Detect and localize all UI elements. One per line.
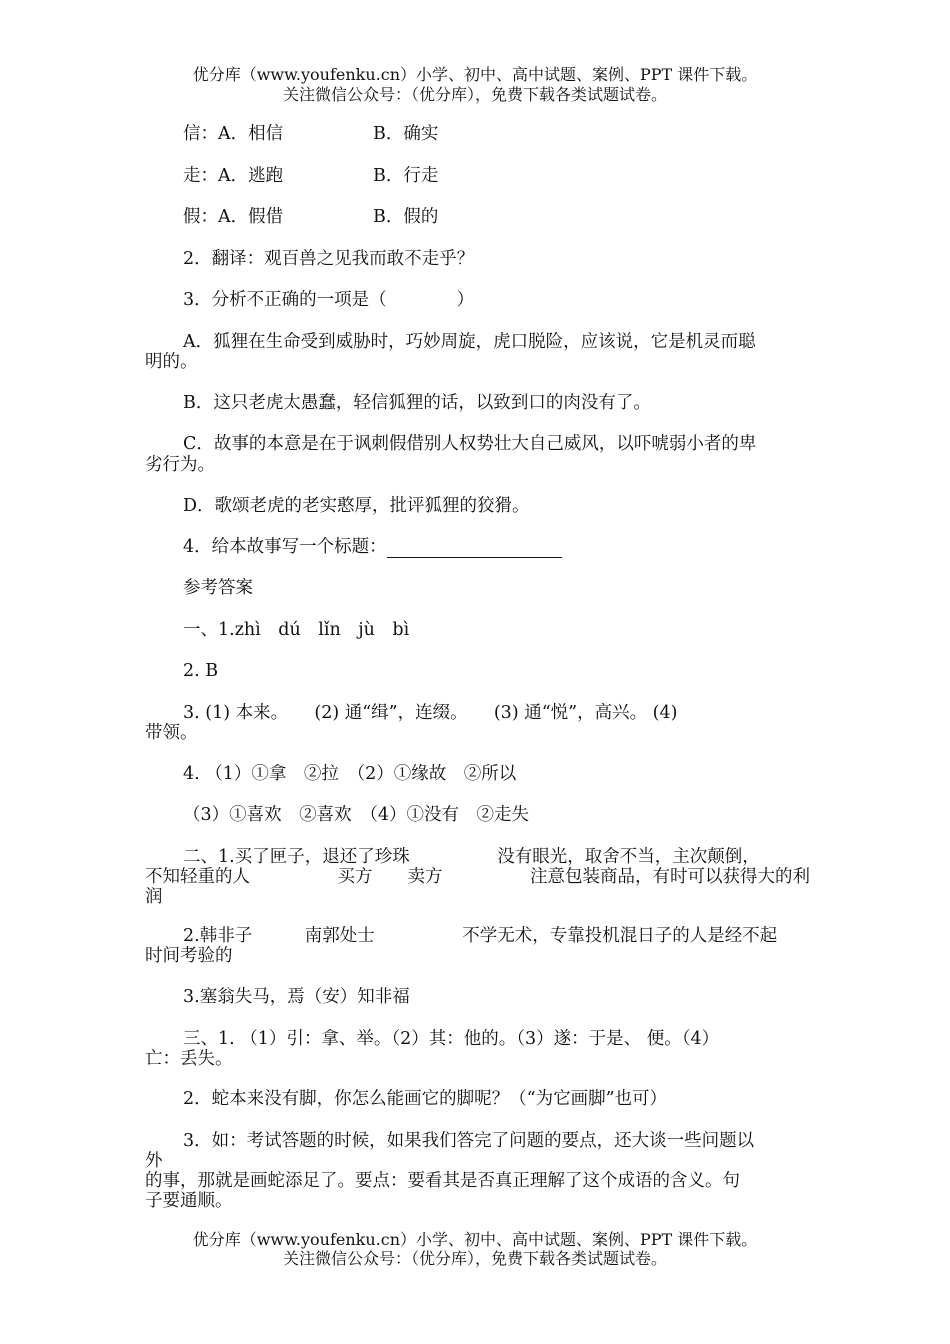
option-d: D．歌颂老虎的老实憨厚，批评狐狸的狡猾。 bbox=[183, 496, 530, 516]
answer-3-3-line-4: 子要通顺。 bbox=[145, 1191, 233, 1211]
answer-1-4-line-1: 4. （1）①拿 ②拉 （2）①缘故 ②所以 bbox=[183, 764, 517, 784]
answer-2-1-line-1: 二、1.买了匣子，退还了珍珠 没有眼光，取舍不当，主次颠倒， bbox=[183, 847, 760, 867]
answers-title: 参考答案 bbox=[183, 578, 253, 598]
answer-3-2: 2．蛇本来没有脚，你怎么能画它的脚呢？（“为它画脚”也可） bbox=[183, 1089, 668, 1109]
option-b: B．这只老虎太愚蠢，轻信狐狸的话，以致到口的肉没有了。 bbox=[183, 393, 651, 413]
option-c-line-2: 劣行为。 bbox=[145, 455, 215, 475]
option-a-line-2: 明的。 bbox=[145, 352, 198, 372]
answer-3-3-line-2: 外 bbox=[145, 1151, 163, 1171]
vocab-jia-a: 假：A．假借 bbox=[183, 207, 284, 227]
answer-1-4-line-2: （3）①喜欢 ②喜欢 （4）①没有 ②走失 bbox=[183, 805, 530, 825]
answer-2-3: 3.塞翁失马，焉（安）知非福 bbox=[183, 987, 410, 1007]
question-2: 2．翻译：观百兽之见我而敢不走乎？ bbox=[183, 249, 475, 269]
answer-2-1-line-2: 不知轻重的人 买方 卖方 注意包装商品，有时可以获得大的利 bbox=[145, 867, 810, 887]
header-line-2: 关注微信公众号：（优分库），免费下载各类试题试卷。 bbox=[282, 85, 667, 104]
vocab-jia-b: B．假的 bbox=[373, 207, 439, 227]
answer-2-2-line-2: 时间考验的 bbox=[145, 946, 233, 966]
answer-3-3-line-1: 3．如：考试答题的时候，如果我们答完了问题的要点，还大谈一些问题以 bbox=[183, 1131, 755, 1151]
question-4 bbox=[183, 537, 562, 558]
title-answer-blank[interactable] bbox=[387, 539, 562, 558]
answer-3-1-line-1: 三、1. （1）引：拿、举。（2）其：他的。（3）遂：于是、 便。（4） bbox=[183, 1029, 720, 1049]
answer-1-3-line-2: 带领。 bbox=[145, 723, 198, 743]
answer-1-3-line-1: 3. (1) 本来。 (2) 通“缉”，连缀。 (3) 通“悦”，高兴。 (4) bbox=[183, 703, 678, 723]
answer-1-1: 一、1.zhì dú lǐn jù bì bbox=[183, 620, 410, 640]
answer-3-3-line-3: 的事，那就是画蛇添足了。要点：要看其是否真正理解了这个成语的含义。句 bbox=[145, 1171, 740, 1191]
vocab-zou-b: B．行走 bbox=[373, 166, 439, 186]
option-a-line-1: A．狐狸在生命受到威胁时，巧妙周旋，虎口脱险，应该说，它是机灵而聪 bbox=[183, 332, 756, 352]
answer-3-1-line-2: 亡：丢失。 bbox=[145, 1049, 233, 1069]
option-c-line-1: C．故事的本意是在于讽刺假借别人权势壮大自己威风，以吓唬弱小者的卑 bbox=[183, 434, 757, 454]
header-line-1: 优分库（www.youfenku.cn）小学、初中、高中试题、案例、PPT 课件下载。 bbox=[192, 65, 758, 84]
vocab-xin-a: 信：A．相信 bbox=[183, 124, 284, 144]
question-4-text: 4．给本故事写一个标题： bbox=[183, 537, 387, 557]
vocab-zou-a: 走：A．逃跑 bbox=[183, 166, 284, 186]
footer-line-2: 关注微信公众号：（优分库），免费下载各类试题试卷。 bbox=[282, 1249, 667, 1268]
answer-1-2: 2. B bbox=[183, 661, 219, 681]
answer-2-2-line-1: 2.韩非子 南郭处士 不学无术，专靠投机混日子的人是经不起 bbox=[183, 926, 778, 946]
answer-2-1-line-3: 润 bbox=[145, 887, 163, 907]
footer-line-1: 优分库（www.youfenku.cn）小学、初中、高中试题、案例、PPT 课件下载。 bbox=[192, 1230, 758, 1249]
vocab-xin-b: B．确实 bbox=[373, 124, 439, 144]
question-3: 3．分析不正确的一项是（ ） bbox=[183, 290, 475, 310]
